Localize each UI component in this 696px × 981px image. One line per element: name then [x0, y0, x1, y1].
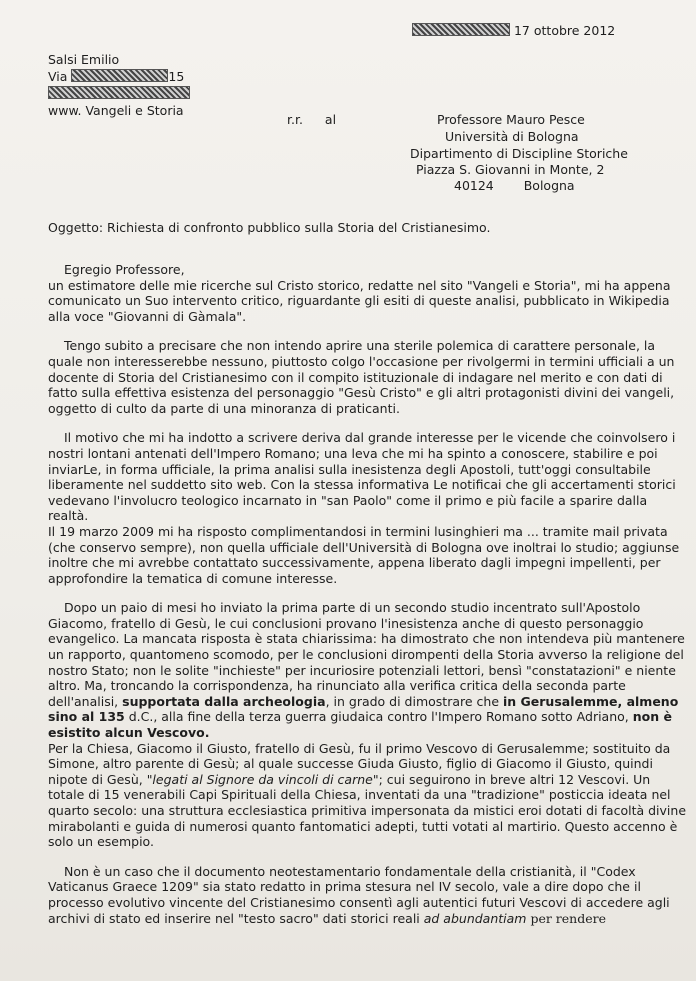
paragraph-4: Il 19 marzo 2009 mi ha risposto complimentandosi in termini lusinghieri ma ... tramite mail privata (che conservo sempre), non quella ufficiale dell'Università di Bologna ove inoltrai lo studio; aggiunse inoltre che mi avrebbe contattato successivamente, appena liberato dagli impegni impellenti, per approfondire la tematica di comune interesse.	[48, 523, 680, 586]
recipient-university: Università di Bologna	[445, 129, 579, 144]
subject-line: Oggetto: Richiesta di confronto pubblico sulla Storia del Cristianesimo.	[48, 220, 491, 235]
sender-block	[48, 51, 190, 119]
letter-body	[48, 262, 688, 926]
date-text: 17 ottobre 2012	[513, 23, 616, 38]
sender-city	[48, 85, 190, 102]
paragraph-3: Il motivo che mi ha indotto a scrivere deriva dal grande interesse per le vicende che coinvolsero i nostri lontani antenati dell'Impero Romano; una leva che mi ha spinto a conoscere, stabilire e poi inviarLe, in forma ufficiale, la prima analisi sulla inesistenza degli Apostoli, tutt'oggi consultabile liberamente nel suddetto sito web. Con la stessa informativa Le notificai che gli accertamenti storici vedevano l'involucro teologico incarnato in "san Paolo" come il primo e più facile a sparire dalla realtà.	[48, 430, 676, 524]
sender-street: Via 15	[48, 69, 185, 84]
salutation: Egregio Professore,	[64, 262, 185, 277]
recipient-street: Piazza S. Giovanni in Monte, 2	[416, 162, 605, 177]
redacted-street	[71, 69, 168, 82]
recipient-city: 40124 Bologna	[454, 178, 575, 193]
paragraph-5: Dopo un paio di mesi ho inviato la prima parte di un secondo studio incentrato sull'Apostolo Giacomo, fratello di Gesù, le cui conclusioni provano l'inesistenza anche di questo personaggio evangelico. La mancata risposta è stata chiarissima: ha dimostrato che non intendeva più mantenere un rapporto, quantomeno scomodo, per le conclusioni dirompenti della Storia avverso la religione del nostro Stato; non le solite "inchieste" per incuriosire potenziali lettori, bensì "constatazioni" e niente altro. Ma, troncando la corrispondenza, ha rinunciato alla verifica critica della seconda parte dell'analisi, supportata dalla archeologia, in grado di dimostrare che in Gerusalemme, almeno sino al 135 d.C., alla fine della terza guerra giudaica contro l'Impero Romano sotto Adriano, non è esistito alcun Vescovo.	[48, 600, 685, 741]
paragraph-2: Tengo subito a precisare che non intendo aprire una sterile polemica di carattere personale, la quale non interesserebbe nessuno, piuttosto colgo l'occasione per rivolgermi in termini ufficiali a un docente di Storia del Cristianesimo con il compito istituzionale di indagare nel merito e con dati di fatto sulla effettiva esistenza del personaggio "Gesù Cristo" e gli altri protagonisti divini dei vangeli, oggetto di culto da parte di una minoranza di praticanti.	[48, 338, 675, 416]
delivery-note: r.r. al	[287, 112, 337, 127]
sender-name: Salsi Emilio	[48, 52, 120, 67]
redacted-city	[48, 86, 190, 99]
paragraph-6: Per la Chiesa, Giacomo il Giusto, fratello di Gesù, fu il primo Vescovo di Gerusalemme; sostituito da Simone, altro parente di Gesù; al quale successe Giuda Giusto, figlio di Giacomo il Giusto, quindi nipote di Gesù, "legati al Signore da vincoli di carne"; cui seguirono in breve altri 12 Vescovi. Un totale di 15 venerabili Capi Spirituali della Chiesa, inventati da una "tradizione" posticcia ideata nel quarto secolo: una struttura ecclesiastica primitiva impersonata da mistici eroi dotati di facoltà divine mirabolanti e guida di numerosi quanto fantomatici adepti, tutti votati al martirio. Questo accenno è solo un esempio.	[48, 740, 687, 850]
date-line	[412, 22, 615, 39]
paragraph-1: un estimatore delle mie ricerche sul Cristo storico, redatte nel sito "Vangeli e Storia", mi ha appena comunicato un Suo intervento critico, riguardante gli esiti di queste analisi, pubblicato in Wikipedia alla voce "Giovanni di Gàmala".	[48, 277, 671, 324]
recipient-department: Dipartimento di Discipline Storiche	[410, 146, 628, 161]
sender-website: www. Vangeli e Storia	[48, 103, 184, 118]
paragraph-7: Non è un caso che il documento neotestamentario fondamentale della cristianità, il "Codex Vaticanus Graece 1209" sia stato redatto in prima stesura nel IV secolo, vale a dire dopo che il processo evolutivo vincente del Cristianesimo consentì agli autentici futuri Vescovi di accedere agli archivi di stato ed inserire nel "testo sacro" dati storici reali ad abundantiam per rendere	[48, 863, 670, 926]
redacted-place	[412, 23, 510, 36]
recipient-name: Professore Mauro Pesce	[437, 112, 585, 127]
